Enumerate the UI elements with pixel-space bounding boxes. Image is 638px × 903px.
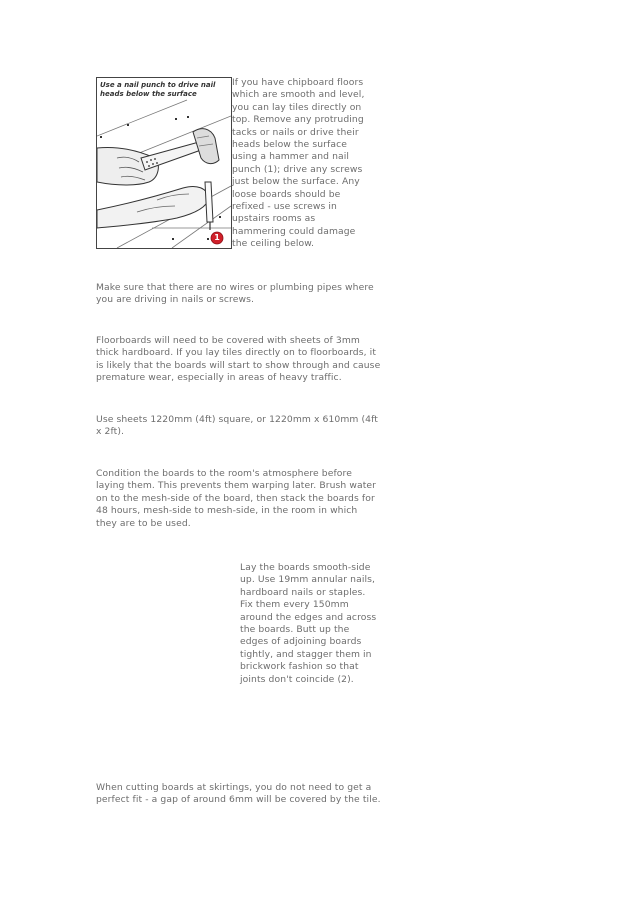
callout-badge-1: 1 (214, 233, 220, 242)
condition-boards-paragraph: Condition the boards to the room's atmosphere before laying them. This prevents them warping later. Brush water on to the mesh-side of the board, then stack the boards for 48 hours, mesh-side to mesh-side, in the room in which they are to be used. (96, 468, 377, 529)
illustration-caption: Use a nail punch to drive nail heads below the surface (100, 81, 216, 98)
nail-punch-illustration (96, 77, 232, 249)
wires-warning-paragraph: Make sure that there are no wires or plumbing pipes where you are driving in nails or screws. (96, 282, 374, 306)
lay-boards-paragraph: Lay the boards smooth-side up. Use 19mm annular nails, hardboard nails or staples. Fix them every 150mm around the edges and across the boards. Butt up the edges of adjoining boards tightly, and stagger them in brickwork fashion so that joints don't coincide (2). (240, 562, 377, 685)
chipboard-paragraph: If you have chipboard floors which are smooth and level, you can lay tiles directly on top. Remove any protruding tacks or nails or drive their heads below the surface using a hammer and nail punch (1); drive any screws just below the surface. Any loose boards should be refixed - use screws in upstairs rooms as hammering could damage the ceiling below. (232, 77, 365, 250)
floorboards-paragraph: Floorboards will need to be covered with sheets of 3mm thick hardboard. If you lay tiles directly on to floorboards, it is likely that the boards will start to show through and cause premature wear, especially in areas of heavy traffic. (96, 335, 381, 384)
sheet-sizes-paragraph: Use sheets 1220mm (4ft) square, or 1220mm x 610mm (4ft x 2ft). (96, 414, 378, 438)
cutting-boards-paragraph: When cutting boards at skirtings, you do not need to get a perfect fit - a gap of around 6mm will be covered by the tile. (96, 782, 381, 806)
hammer-and-punch-drawing (97, 78, 231, 248)
